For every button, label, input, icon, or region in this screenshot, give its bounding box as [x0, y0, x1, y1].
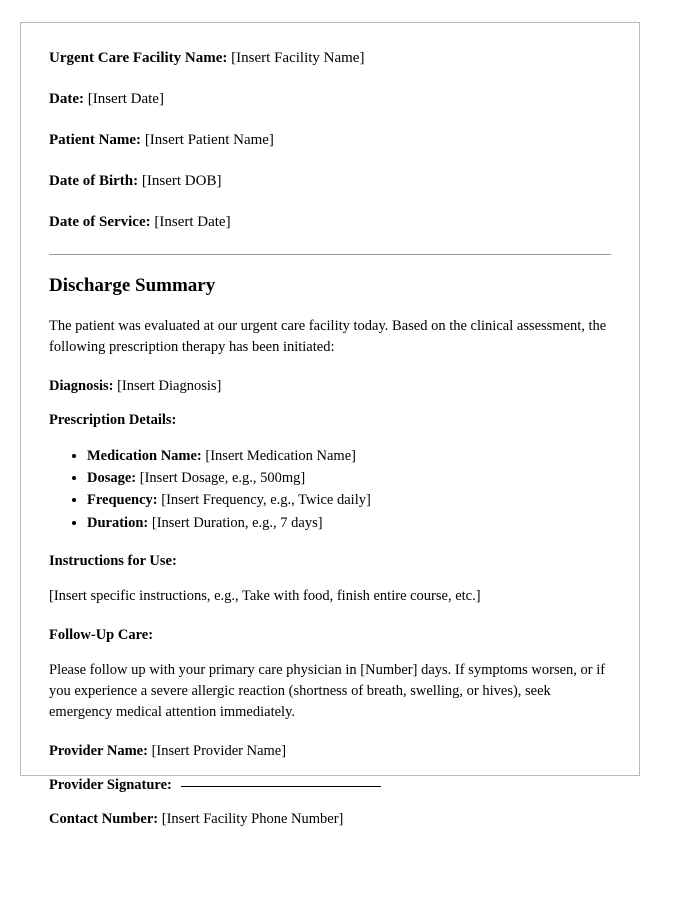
date-value: [Insert Date] [87, 91, 164, 107]
instructions-heading [49, 552, 611, 571]
date-label: Date: [49, 91, 84, 107]
facility-name-field [49, 49, 611, 67]
document-page [20, 22, 640, 827]
contact-number-field [49, 810, 611, 829]
diagnosis-label: Diagnosis: [49, 377, 114, 394]
dosage-label: Dosage: [87, 469, 137, 486]
list-item [87, 512, 611, 534]
date-of-service-field [49, 213, 611, 231]
intro-paragraph: The patient was evaluated at our urgent care facility today. Based on the clinical assessment, the following prescription therapy has been initiated: [49, 317, 607, 355]
contact-number-label: Contact Number: [49, 810, 159, 827]
frequency-label: Frequency: [87, 492, 158, 509]
date-of-service-label: Date of Service: [49, 214, 151, 230]
date-of-birth-value: [Insert DOB] [141, 173, 222, 189]
diagnosis-field [49, 377, 611, 396]
prescription-details-label: Prescription Details: [49, 411, 177, 428]
provider-name-label: Provider Name: [49, 743, 148, 760]
signature-line[interactable] [181, 786, 381, 787]
provider-name-value: [Insert Provider Name] [151, 743, 287, 760]
medication-name-label: Medication Name: [87, 447, 202, 464]
list-item [87, 467, 611, 489]
follow-up-heading [49, 626, 611, 645]
dosage-value: [Insert Dosage, e.g., 500mg] [139, 469, 306, 486]
instructions-text: [Insert specific instructions, e.g., Take with food, finish entire course, etc.] [49, 588, 481, 605]
list-item [87, 445, 611, 467]
frequency-value: [Insert Frequency, e.g., Twice daily] [161, 492, 371, 509]
patient-name-label: Patient Name: [49, 132, 142, 148]
date-field [49, 90, 611, 108]
section-divider [49, 254, 611, 255]
facility-name-label: Urgent Care Facility Name: [49, 50, 228, 66]
provider-name-field [49, 742, 611, 761]
patient-name-value: [Insert Patient Name] [144, 132, 274, 148]
prescription-details-list [49, 445, 611, 535]
patient-name-field [49, 131, 611, 149]
instructions-label: Instructions for Use: [49, 553, 177, 570]
discharge-summary-title: Discharge Summary [49, 275, 216, 296]
diagnosis-value: [Insert Diagnosis] [117, 377, 222, 394]
follow-up-label: Follow-Up Care: [49, 627, 154, 644]
list-item [87, 489, 611, 511]
date-of-birth-label: Date of Birth: [49, 173, 139, 189]
medication-name-value: [Insert Medication Name] [205, 447, 356, 464]
prescription-details-heading [49, 411, 611, 430]
provider-signature-field [49, 776, 611, 795]
provider-signature-label: Provider Signature: [49, 776, 172, 793]
follow-up-text: Please follow up with your primary care physician in [Number] days. If symptoms worsen, or if you experience a severe allergic reaction (shortness of breath, swelling, or hives), seek emergency medical attention immediately. [49, 662, 606, 721]
date-of-service-value: [Insert Date] [154, 214, 231, 230]
duration-label: Duration: [87, 514, 149, 531]
facility-name-value: [Insert Facility Name] [231, 50, 365, 66]
date-of-birth-field [49, 172, 611, 190]
duration-value: [Insert Duration, e.g., 7 days] [151, 514, 323, 531]
contact-number-value: [Insert Facility Phone Number] [161, 810, 344, 827]
document-content [21, 23, 639, 864]
